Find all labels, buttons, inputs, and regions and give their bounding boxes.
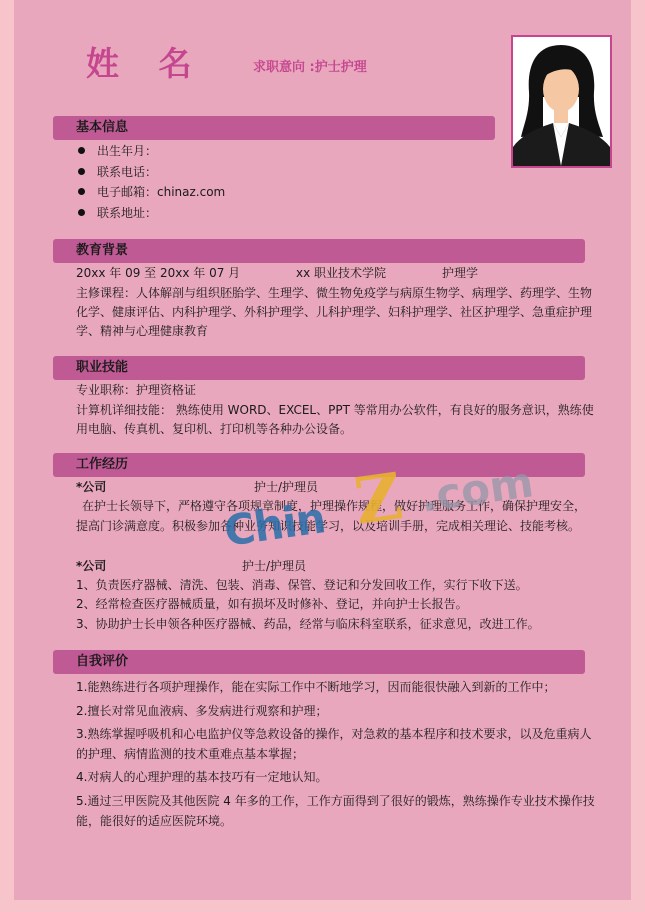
edu-courses: 学、精神与心理健康教育 xyxy=(76,324,209,338)
woman-avatar-icon xyxy=(513,37,610,166)
job-intent: 求职意向 :护士护理 xyxy=(253,60,367,75)
job1-desc: 提高门诊满意度。积极参加各种业务知识技能学习，以及培训手册，完成相关理论、技能考核。 xyxy=(76,519,581,533)
job2-duty: 3、协助护士长申领各种医疗器械、药品，经常与临床科室联系，征求意见，改进工作。 xyxy=(76,617,540,631)
address: 联系地址： xyxy=(97,206,158,220)
edu-courses: 化学、健康评估、内科护理学、外科护理学、儿科护理学、妇科护理学、社区护理学、急重症护理 xyxy=(76,305,593,319)
self-eval: 能，能很好的适应医院环境。 xyxy=(76,814,233,828)
self-eval: 3.熟练掌握呼吸机和心电监护仪等急救设备的操作，对急救的基本程序和技术要求，以及危重病人 xyxy=(76,727,592,741)
edu-major: 护理学 xyxy=(442,266,479,280)
phone: 联系电话： xyxy=(97,165,158,179)
section-bar-self xyxy=(53,650,585,674)
email: 电子邮箱：chinaz.com xyxy=(97,185,226,199)
bullet-icon xyxy=(78,188,85,195)
job2-duty: 1、负责医疗器械、清洗、包装、消毒、保管、登记和分发回收工作，实行下收下送。 xyxy=(76,578,528,592)
edu-courses: 主修课程：人体解剖与组织胚胎学、生理学、微生物免疫学与病原生物学、病理学、药理学、生物 xyxy=(76,286,593,300)
watermark-text: .com xyxy=(417,457,537,522)
watermark-text: Chin xyxy=(221,493,328,556)
edu-school: xx 职业技术学院 xyxy=(296,266,387,280)
section-title-self: 自我评价 xyxy=(76,654,129,669)
section-title-basic: 基本信息 xyxy=(76,120,129,135)
section-title-skills: 职业技能 xyxy=(76,360,129,375)
self-eval: 4.对病人的心理护理的基本技巧有一定地认知。 xyxy=(76,770,328,784)
skills-cert: 专业职称：护理资格证 xyxy=(76,383,197,397)
job1-role: 护士/护理员 xyxy=(254,480,319,494)
job2-role: 护士/护理员 xyxy=(242,559,307,573)
job2-duty: 2、经常检查医疗器械质量，如有损坏及时修补、登记，并向护士长报告。 xyxy=(76,597,468,611)
edu-period: 20xx 年 09 至 20xx 年 07 月 xyxy=(76,266,241,280)
skills-computer: 计算机详细技能： 熟练使用 WORD、EXCEL、PPT 等常用办公软件，有良好的服务意识，熟练使 xyxy=(76,403,594,417)
section-bar-basic xyxy=(53,116,495,140)
self-eval: 1.能熟练进行各项护理操作，能在实际工作中不断地学习，因而能很快融入到新的工作中； xyxy=(76,680,556,694)
self-eval: 5.通过三甲医院及其他医院 4 年多的工作，工作方面得到了很好的锻炼，熟练操作专业技术操作技 xyxy=(76,794,595,808)
skills-computer: 用电脑、传真机、复印机、打印机等各种办公设备。 xyxy=(76,422,353,436)
job2-company: *公司 xyxy=(76,559,107,573)
section-bar-education xyxy=(53,239,585,263)
self-eval: 的护理、病情监测的技术重难点基本掌握； xyxy=(76,747,305,761)
avatar xyxy=(511,35,612,168)
birth-date: 出生年月： xyxy=(97,144,158,158)
bullet-icon xyxy=(78,168,85,175)
bullet-icon xyxy=(78,209,85,216)
self-eval: 2.擅长对常见血液病、多发病进行观察和护理； xyxy=(76,704,328,718)
name-title: 姓 名 xyxy=(86,44,206,83)
section-bar-skills xyxy=(53,356,585,380)
bullet-icon xyxy=(78,147,85,154)
job1-desc: 在护士长领导下，严格遵守各项规章制度，护理操作规程，做好护理服务工作，确保护理安全， xyxy=(82,499,587,513)
section-title-education: 教育背景 xyxy=(76,243,129,258)
job1-company: *公司 xyxy=(76,480,107,494)
section-title-work: 工作经历 xyxy=(76,457,129,472)
watermark-logo: Z xyxy=(350,459,407,540)
